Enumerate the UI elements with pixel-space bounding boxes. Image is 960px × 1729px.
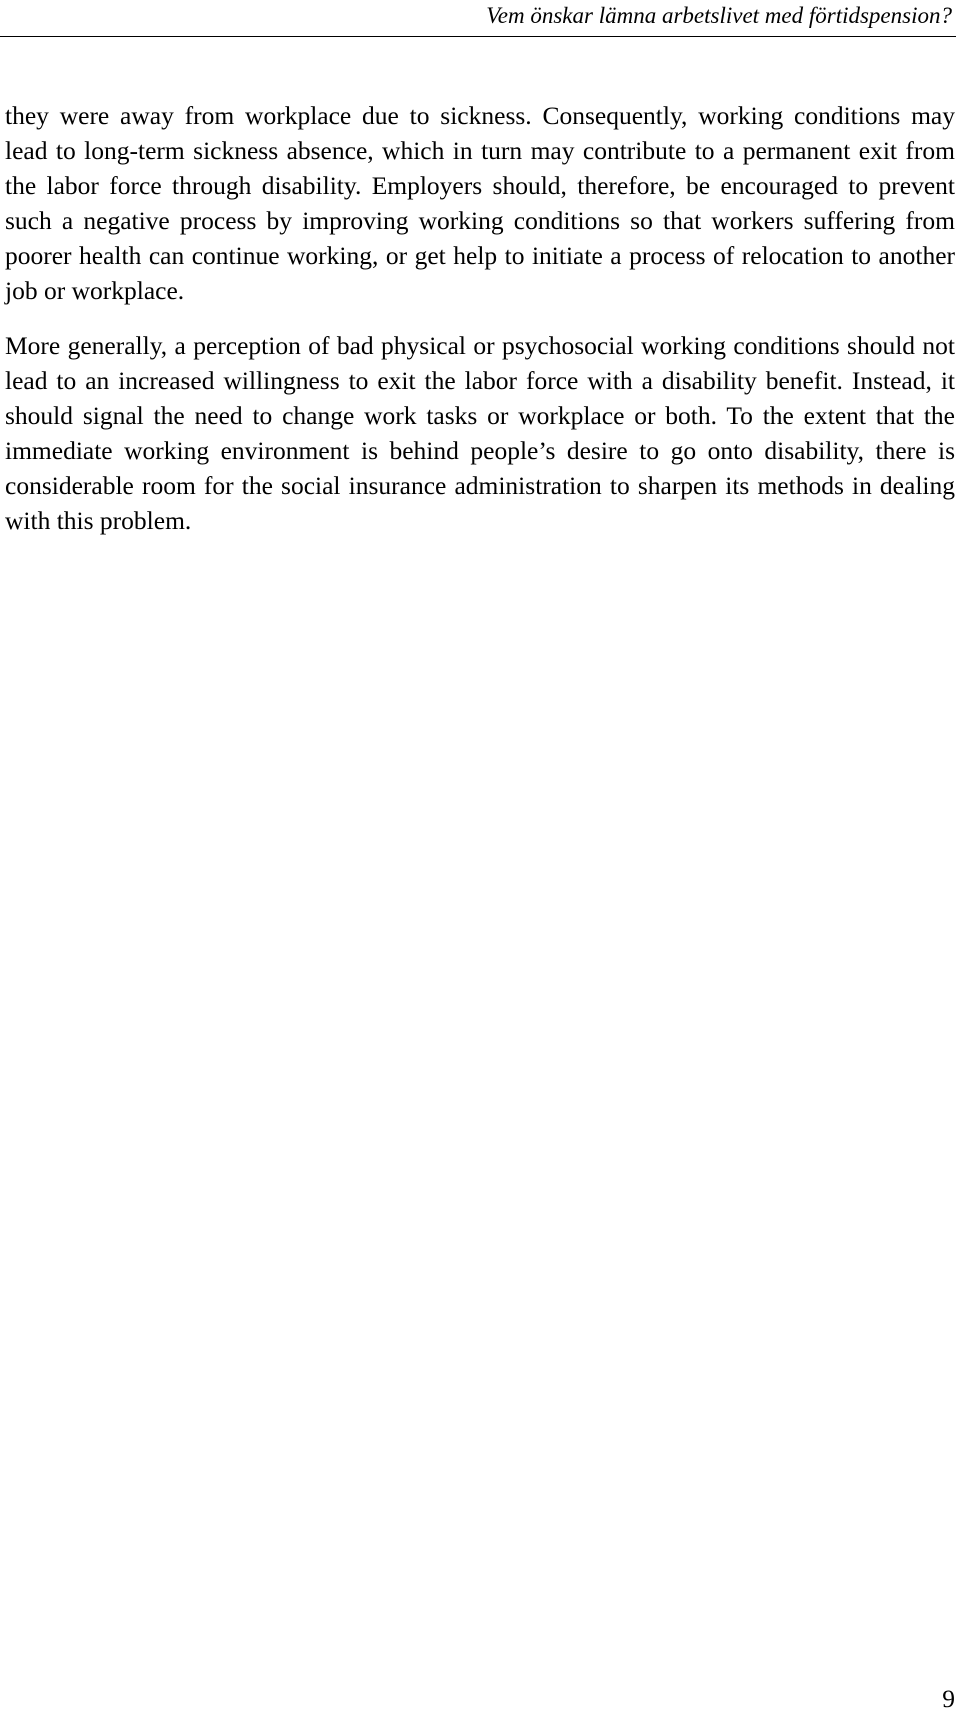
running-header [0,0,956,37]
paragraph-1: they were away from workplace due to sickness. Consequently, working conditions may lead to long-term sickness absence, which in turn may contribute to a permanent exit from the labor force through disability. Employers should, therefore, be encouraged to prevent such a negative process by improving working conditions so that workers suffering from poorer health can continue working, or get help to initiate a process of relocation to another job or workplace. [5,101,955,305]
body-text [5,98,955,538]
page-number: 9 [942,1684,955,1713]
paragraph-2: More generally, a perception of bad physical or psychosocial working conditions should not lead to an increased willingness to exit the labor force with a disability benefit. Instead, it should signal the need to change work tasks or workplace or both. To the extent that the immediate working environment is behind people’s desire to go onto disability, there is considerable room for the social insurance administration to sharpen its methods in dealing with this problem. [5,331,955,535]
running-title: Vem önskar lämna arbetslivet med förtidspension? [486,3,952,28]
